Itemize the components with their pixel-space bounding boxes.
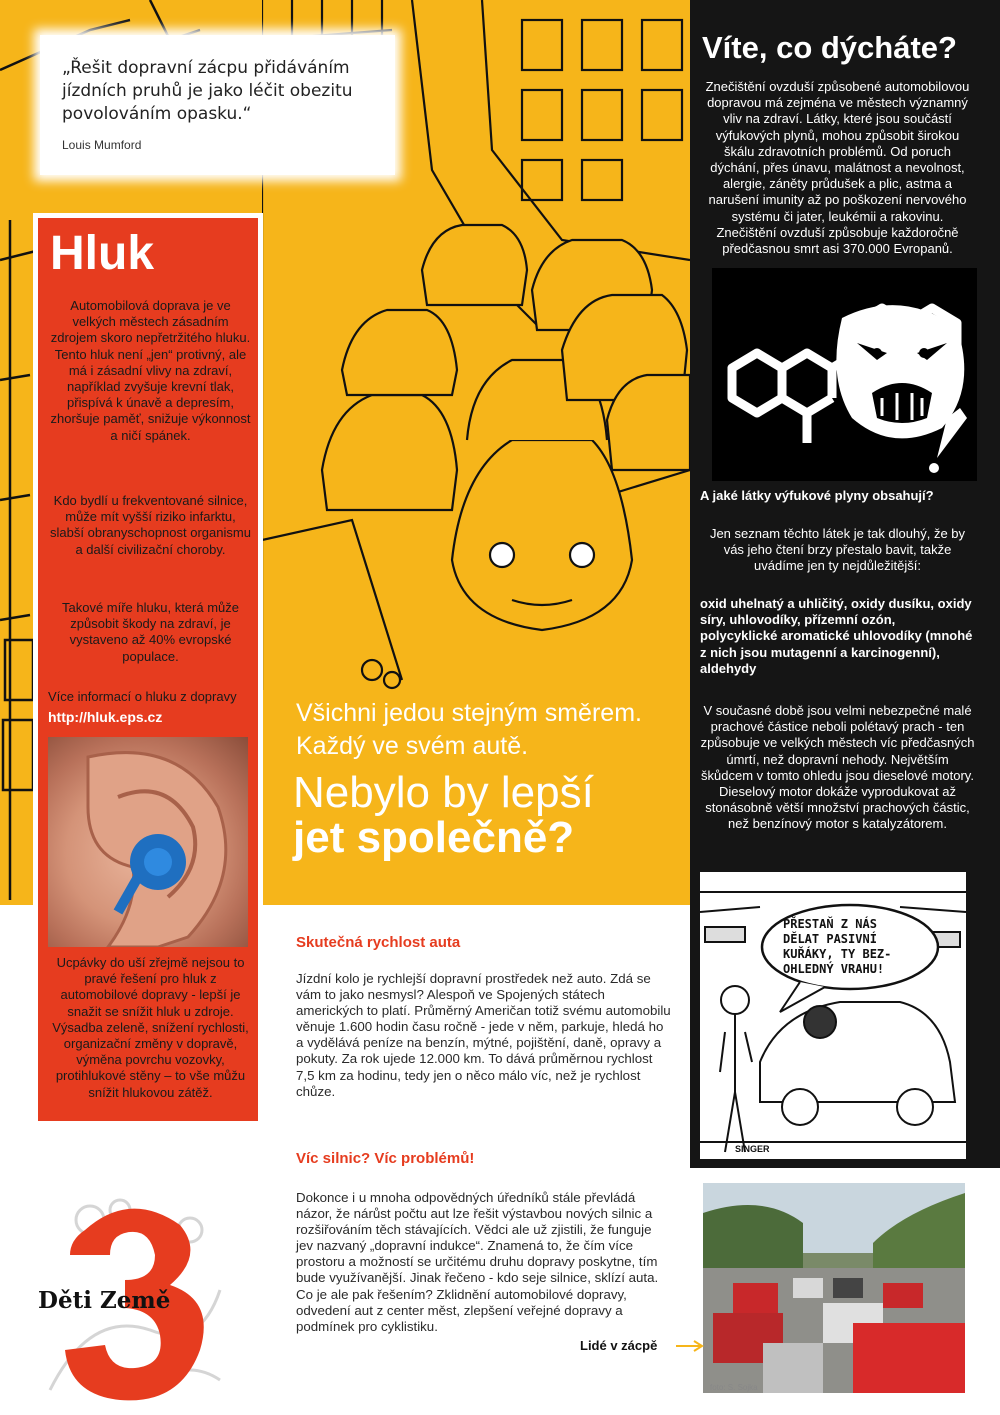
air-substances-list: oxid uhelnatý a uhličitý, oxidy dusíku, oxidy síry, uhlovodíky, přízemní ozón, polycyklické aromatické uhlovodíky (mnohé z nich jsou mutagenní a karcinogenní), aldehydy (700, 596, 973, 676)
slogan-line-1: Všichni jedou stejným směrem. (296, 699, 642, 727)
hluk-paragraph-3: Takové míře hluku, která může způsobit škody na zdraví, je vystaveno až 40% evropské populace. (61, 600, 240, 664)
article-1-heading: Skutečná rychlost auta (296, 934, 461, 951)
slogan-line-4: jet společně? (293, 813, 575, 862)
angry-molecule-illustration (712, 268, 977, 481)
article-2-body: Dokonce i u mnoha odpovědných úředníků stále převládá názor, že nárůst počtu aut lze řešit výstavbou nových silnic a rozšiřováním těch stávajících. Vědci ale už zjistili, že funguje jev nazvaný „dopravní indukce“. Znamená to, že čím více prostoru a možností se určitému druhu dopravy poskytne, tím bude využívanější. Jinak řečeno - kdo seje silnice, sklízí auta. Co je ale pak řešením? Zklidnění automobilové dopravy, odvedení aut z center měst, zlepšení veřejné dopravy a podmínek pro cyklistiku. (296, 1190, 659, 1334)
hluk-paragraph-2: Kdo bydlí u frekventované silnice, může mít vyšší riziko infarktu, slabší obranyschopnost organismu a další civilizační choroby. (50, 493, 251, 557)
photo-credit: foto: S. Sojka (710, 1383, 758, 1392)
slogan-line-3: Nebylo by lepší (293, 768, 594, 817)
air-paragraph-1: Znečištění ovzduší způsobené automobilovou dopravou má zejména ve městech významný vliv na zdraví. Látky, které jsou součástí výfukových plynů, mohou způsobit širokou škálu zdravotních problémů. Od poruch dýchání, přes únavu, malátnost a nevolnost, alergie, záněty průdušek a plic, astma a narušení imunity až po poškození nervového systému či jater, leukémii a rakovinu. Znečištění ovzduší způsobuje každoročně předčasnou smrt asi 370.000 Evropanů. (705, 79, 970, 257)
logo-text: Děti Země (38, 1287, 171, 1314)
speech-line-2: DĚLAT PASIVNÍ (783, 932, 877, 946)
air-paragraph-4: V současné době jsou velmi nebezpečné malé prachové částice neboli polétavý prach - ten způsobuje ve velkých městech víc předčasných úmrtí, než dopravní nehody. Největším škůdcem v tomto ohledu jsou dieselové motory. Dieselový motor dokáže vyprodukovat až stonásobně větší množství prachových částic, než benzínový motor s katalyzátorem. (700, 703, 975, 832)
hluk-paragraph-4: Ucpávky do uší zřejmě nejsou to pravé řešení pro hluk z automobilové dopravy - lepší je snažit se snížit hluk u zdroje. Výsadba zeleně, snížení rychlosti, organizační změny v dopravě, výměna povrchu vozovky, protihlukové stěny – to vše můžu snížit hlukovou zátěž. (52, 955, 249, 1100)
air-subheading: A jaké látky výfukové plyny obsahují? (700, 488, 934, 503)
slogan-line-2: Každý ve svém autě. (296, 732, 529, 760)
speech-line-4: OHLEDNÝ VRAHU! (783, 962, 885, 976)
hluk-more-info: Více informací o hluku z dopravy (48, 689, 237, 704)
air-section-title: Víte, co dýcháte? (702, 30, 957, 65)
article-1-body: Jízdní kolo je rychlejší dopravní prostředek než auto. Zdá se vám to jako nesmysl? Alespoň ve Spojených státech amerických to platí. Průměrný Američan totiž svému automobilu věnuje 1.600 hodin času ročně - jede v něm, parkuje, hledá ho a vydělává peníze na benzín, mýtné, pojištění, daně, opravy a pokuty. Za rok ujede 12.000 km. To dává průměrnou rychlost 7,5 km za hodinu, tedy jen o něco málo víc, než je rychlost chůze. (296, 971, 671, 1099)
arrow-right-icon (676, 1340, 706, 1352)
quote-box (40, 35, 395, 175)
article-2-heading: Víc silnic? Víc problémů! (296, 1150, 475, 1167)
cartoon-signature: SINGER (735, 1144, 770, 1154)
quote-author: Louis Mumford (62, 138, 142, 152)
hluk-paragraph-1: Automobilová doprava je ve velkých městech zásadním zdrojem skoro nepřetržitého hluku. Tento hluk není „jen“ protivný, ale má i zásadní vlivy na zdraví, například zvyšuje krevní tlak, přispívá k únavě a depresím, zhoršuje paměť, snižuje výkonnost a ničí spánek. (50, 298, 251, 443)
hluk-link[interactable]: http://hluk.eps.cz (48, 709, 163, 725)
traffic-photo (703, 1183, 965, 1393)
air-paragraph-2: Jen seznam těchto látek je tak dlouhý, že by vás jeho čtení brzy přestalo bavit, takže uvádíme jen ty nejdůležitější: (709, 526, 966, 574)
photo-caption: Lidé v zácpě (580, 1338, 658, 1353)
smoker-cartoon (700, 872, 966, 1159)
quote-text: „Řešit dopravní zácpu přidáváním jízdních pruhů je jako léčit obezitu povolováním opasku.“ (62, 58, 353, 124)
ear-plug-photo (48, 737, 248, 947)
hluk-title: Hluk (50, 227, 155, 280)
speech-line-1: PŘESTAŇ Z NÁS (783, 917, 877, 931)
speech-line-3: KUŘÁKY, TY BEZ- (783, 947, 892, 961)
